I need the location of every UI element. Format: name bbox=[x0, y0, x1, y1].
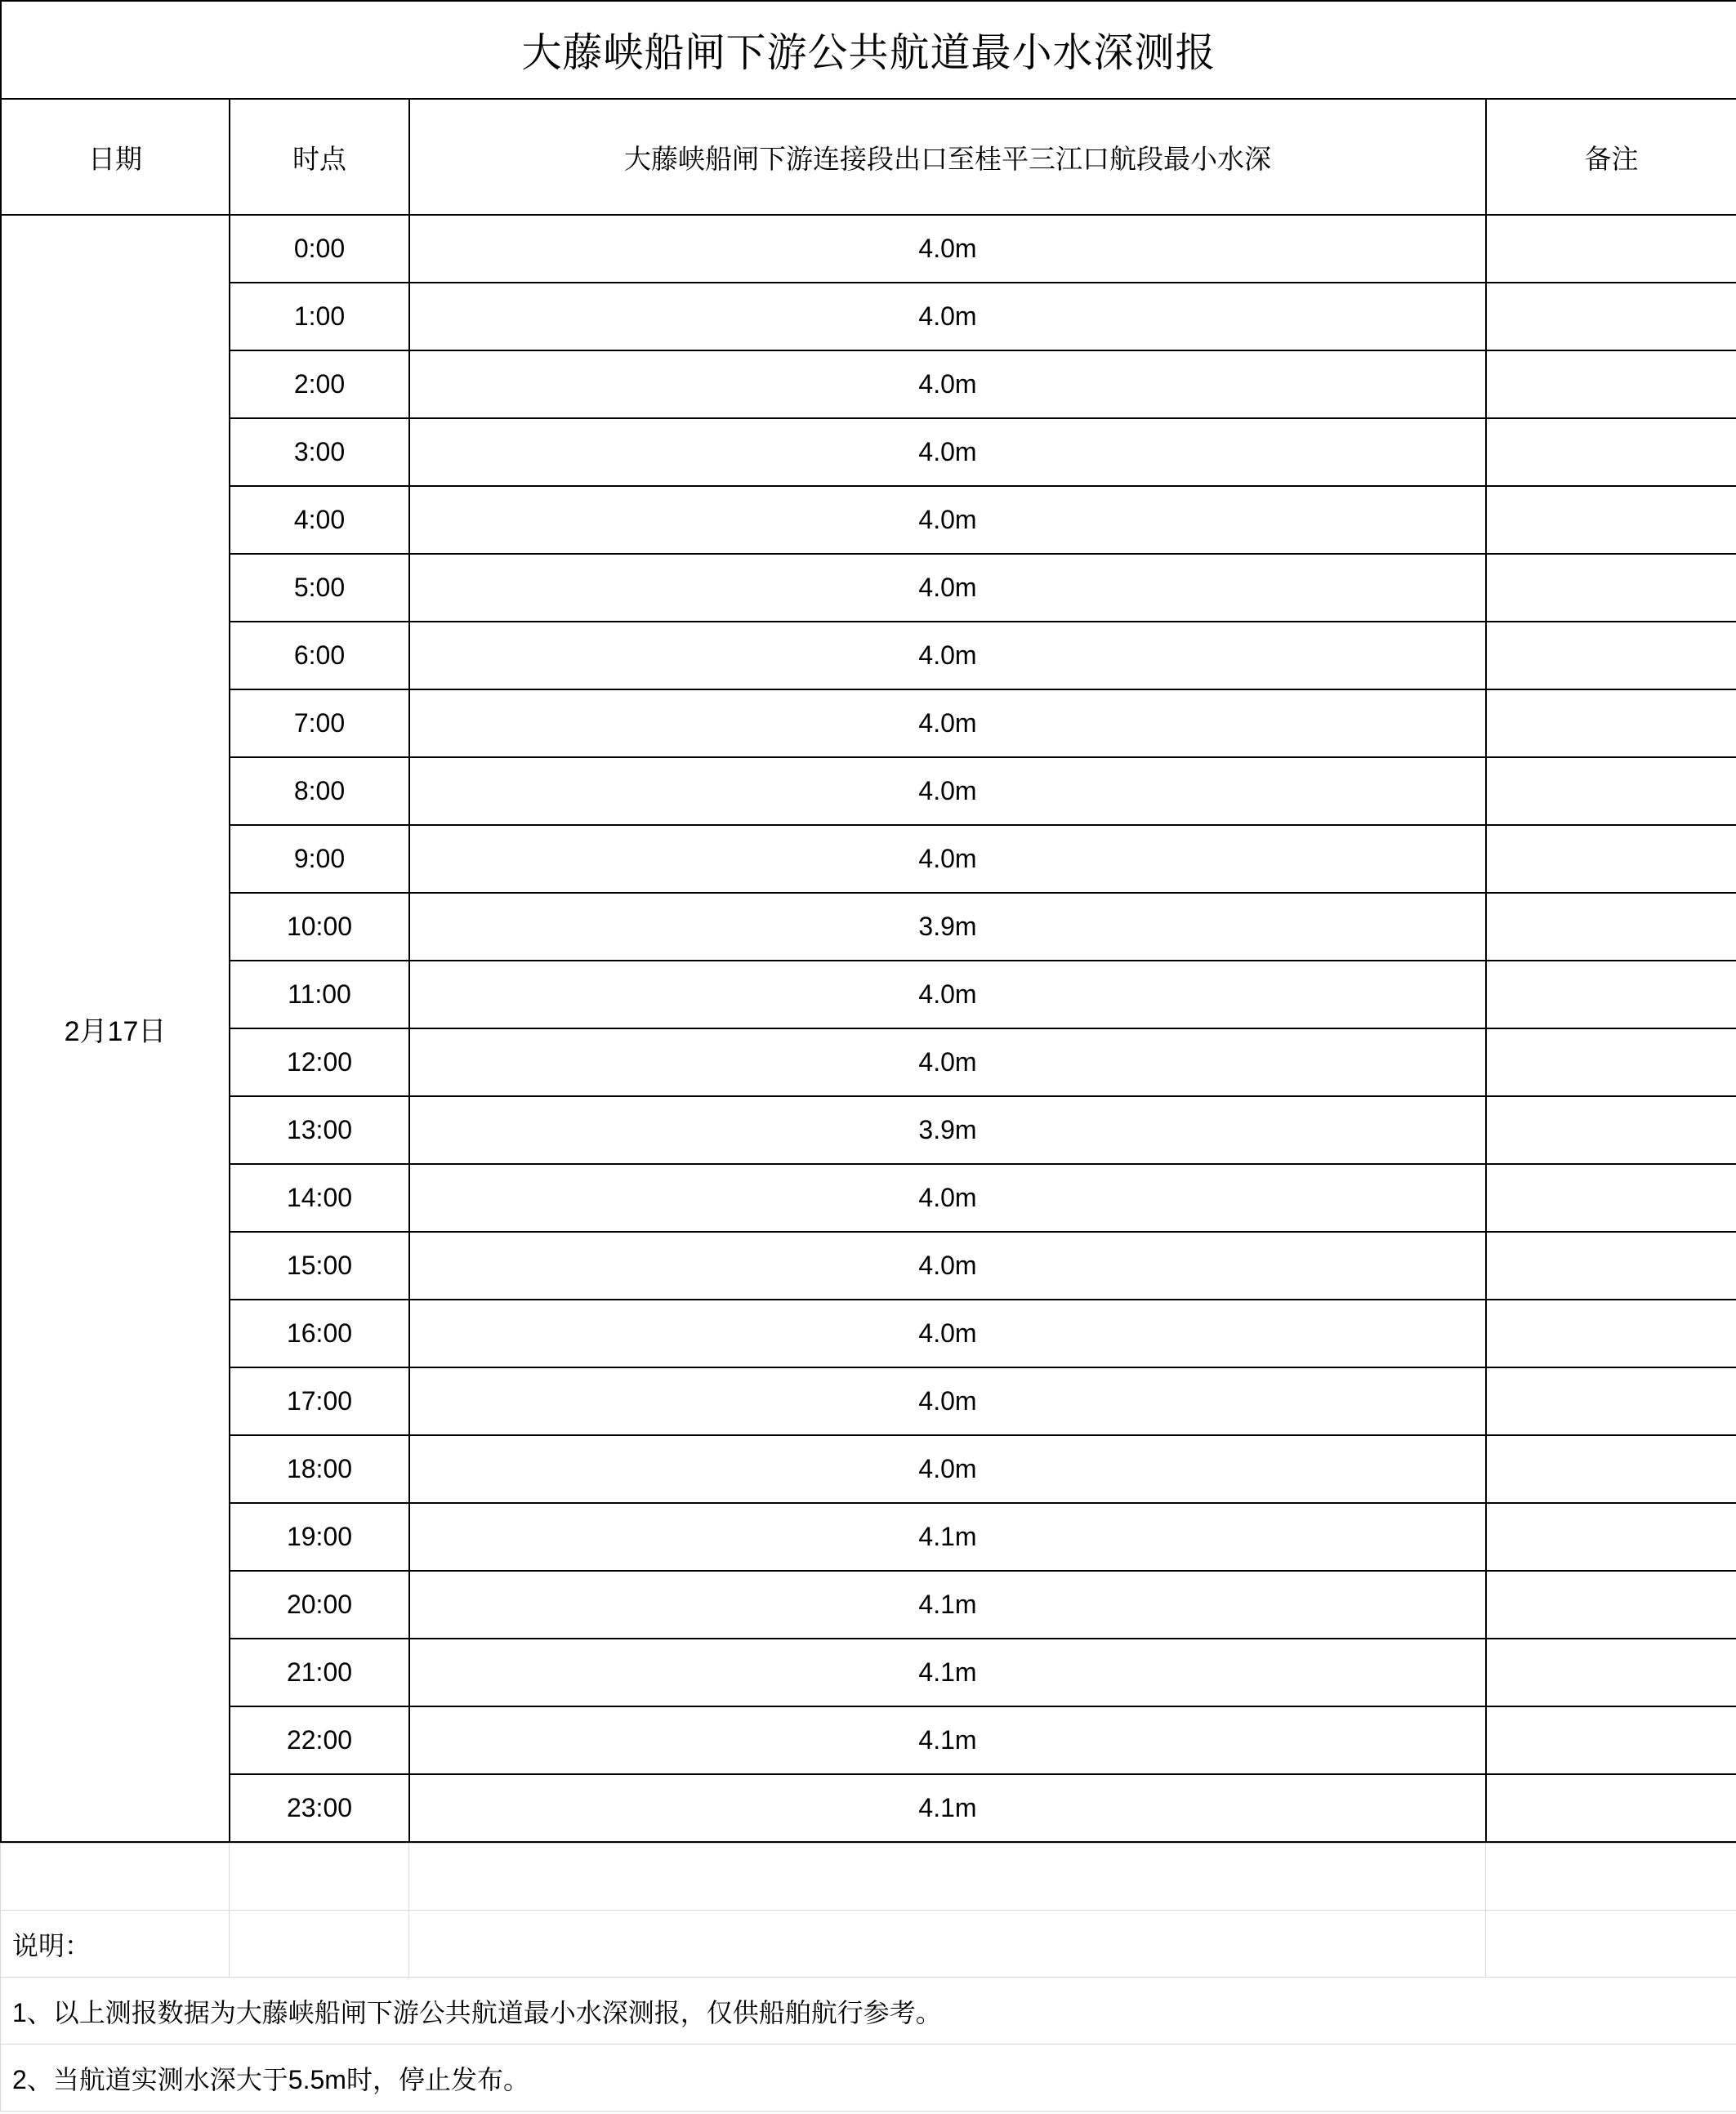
time-cell: 8:00 bbox=[230, 757, 409, 825]
remark-cell bbox=[1486, 1164, 1736, 1232]
spacer-row bbox=[1, 1844, 1736, 1911]
table-row bbox=[1, 1164, 1736, 1232]
table-row bbox=[1, 350, 1736, 418]
depth-cell: 4.0m bbox=[409, 1435, 1486, 1503]
time-cell: 11:00 bbox=[230, 961, 409, 1028]
remark-cell bbox=[1486, 1232, 1736, 1300]
depth-cell: 4.0m bbox=[409, 350, 1486, 418]
remark-cell bbox=[1486, 1774, 1736, 1842]
remark-cell bbox=[1486, 1571, 1736, 1639]
depth-cell: 4.0m bbox=[409, 961, 1486, 1028]
table-row bbox=[1, 215, 1736, 283]
note-row bbox=[1, 2045, 1736, 2112]
time-cell: 1:00 bbox=[230, 283, 409, 350]
time-cell: 7:00 bbox=[230, 689, 409, 757]
depth-cell: 3.9m bbox=[409, 1096, 1486, 1164]
depth-cell: 4.0m bbox=[409, 1300, 1486, 1367]
table-row bbox=[1, 1639, 1736, 1706]
remark-cell bbox=[1486, 1096, 1736, 1164]
table-row bbox=[1, 1774, 1736, 1842]
time-cell: 20:00 bbox=[230, 1571, 409, 1639]
column-header-remark: 备注 bbox=[1486, 99, 1736, 215]
remark-cell bbox=[1486, 825, 1736, 893]
depth-cell: 4.0m bbox=[409, 1028, 1486, 1096]
empty-cell bbox=[1486, 1911, 1736, 1978]
time-cell: 9:00 bbox=[230, 825, 409, 893]
empty-cell bbox=[1, 1844, 230, 1911]
table-row bbox=[1, 1028, 1736, 1096]
table-row bbox=[1, 825, 1736, 893]
page-title: 大藤峡船闸下游公共航道最小水深测报 bbox=[1, 1, 1736, 99]
time-cell: 19:00 bbox=[230, 1503, 409, 1571]
remark-cell bbox=[1486, 757, 1736, 825]
depth-cell: 4.0m bbox=[409, 215, 1486, 283]
table-row bbox=[1, 1571, 1736, 1639]
depth-cell: 4.0m bbox=[409, 418, 1486, 486]
table-row bbox=[1, 1232, 1736, 1300]
notes-heading: 说明： bbox=[1, 1911, 230, 1978]
notes-area bbox=[0, 1843, 1736, 2112]
table-row bbox=[1, 622, 1736, 689]
table-row bbox=[1, 1096, 1736, 1164]
depth-cell: 4.0m bbox=[409, 554, 1486, 622]
table-row bbox=[1, 486, 1736, 554]
remark-cell bbox=[1486, 1503, 1736, 1571]
depth-cell: 4.1m bbox=[409, 1503, 1486, 1571]
remark-cell bbox=[1486, 1300, 1736, 1367]
table-row bbox=[1, 283, 1736, 350]
empty-cell bbox=[409, 1844, 1486, 1911]
table-row bbox=[1, 961, 1736, 1028]
time-cell: 18:00 bbox=[230, 1435, 409, 1503]
time-cell: 23:00 bbox=[230, 1774, 409, 1842]
remark-cell bbox=[1486, 689, 1736, 757]
empty-cell bbox=[1486, 1844, 1736, 1911]
remark-cell bbox=[1486, 961, 1736, 1028]
table-row bbox=[1, 893, 1736, 961]
table-row bbox=[1, 1367, 1736, 1435]
time-cell: 2:00 bbox=[230, 350, 409, 418]
empty-cell bbox=[230, 1844, 409, 1911]
remark-cell bbox=[1486, 1028, 1736, 1096]
remark-cell bbox=[1486, 418, 1736, 486]
time-cell: 5:00 bbox=[230, 554, 409, 622]
remark-cell bbox=[1486, 1639, 1736, 1706]
depth-cell: 4.0m bbox=[409, 486, 1486, 554]
title-row bbox=[1, 1, 1736, 99]
remark-cell bbox=[1486, 350, 1736, 418]
depth-cell: 4.0m bbox=[409, 1232, 1486, 1300]
table-row bbox=[1, 1300, 1736, 1367]
time-cell: 17:00 bbox=[230, 1367, 409, 1435]
note-item-1: 1、以上测报数据为大藤峡船闸下游公共航道最小水深测报，仅供船舶航行参考。 bbox=[1, 1978, 1736, 2045]
depth-cell: 4.0m bbox=[409, 1367, 1486, 1435]
note-row bbox=[1, 1978, 1736, 2045]
depth-cell: 4.1m bbox=[409, 1706, 1486, 1774]
table-row bbox=[1, 1435, 1736, 1503]
remark-cell bbox=[1486, 1706, 1736, 1774]
time-cell: 21:00 bbox=[230, 1639, 409, 1706]
table-row bbox=[1, 1503, 1736, 1571]
depth-cell: 4.1m bbox=[409, 1639, 1486, 1706]
time-cell: 10:00 bbox=[230, 893, 409, 961]
depth-cell: 4.0m bbox=[409, 283, 1486, 350]
column-header-date: 日期 bbox=[1, 99, 230, 215]
remark-cell bbox=[1486, 1435, 1736, 1503]
depth-cell: 3.9m bbox=[409, 893, 1486, 961]
depth-cell: 4.1m bbox=[409, 1774, 1486, 1842]
table-row bbox=[1, 418, 1736, 486]
time-cell: 16:00 bbox=[230, 1300, 409, 1367]
remark-cell bbox=[1486, 893, 1736, 961]
notes-heading-row bbox=[1, 1911, 1736, 1978]
depth-cell: 4.0m bbox=[409, 1164, 1486, 1232]
depth-cell: 4.0m bbox=[409, 757, 1486, 825]
depth-cell: 4.1m bbox=[409, 1571, 1486, 1639]
remark-cell bbox=[1486, 1367, 1736, 1435]
date-cell: 2月17日 bbox=[1, 215, 230, 1842]
time-cell: 15:00 bbox=[230, 1232, 409, 1300]
table-row bbox=[1, 1706, 1736, 1774]
time-cell: 22:00 bbox=[230, 1706, 409, 1774]
column-header-time: 时点 bbox=[230, 99, 409, 215]
time-cell: 3:00 bbox=[230, 418, 409, 486]
table-row bbox=[1, 554, 1736, 622]
remark-cell bbox=[1486, 622, 1736, 689]
remark-cell bbox=[1486, 554, 1736, 622]
remark-cell bbox=[1486, 486, 1736, 554]
time-cell: 0:00 bbox=[230, 215, 409, 283]
time-cell: 14:00 bbox=[230, 1164, 409, 1232]
time-cell: 4:00 bbox=[230, 486, 409, 554]
time-cell: 6:00 bbox=[230, 622, 409, 689]
header-row bbox=[1, 99, 1736, 215]
time-cell: 12:00 bbox=[230, 1028, 409, 1096]
empty-cell bbox=[409, 1911, 1486, 1978]
table-row bbox=[1, 757, 1736, 825]
empty-cell bbox=[230, 1911, 409, 1978]
column-header-depth: 大藤峡船闸下游连接段出口至桂平三江口航段最小水深 bbox=[409, 99, 1486, 215]
remark-cell bbox=[1486, 283, 1736, 350]
depth-cell: 4.0m bbox=[409, 825, 1486, 893]
remark-cell bbox=[1486, 215, 1736, 283]
time-cell: 13:00 bbox=[230, 1096, 409, 1164]
depth-cell: 4.0m bbox=[409, 622, 1486, 689]
depth-cell: 4.0m bbox=[409, 689, 1486, 757]
table-row bbox=[1, 689, 1736, 757]
note-item-2: 2、当航道实测水深大于5.5m时，停止发布。 bbox=[1, 2045, 1736, 2112]
